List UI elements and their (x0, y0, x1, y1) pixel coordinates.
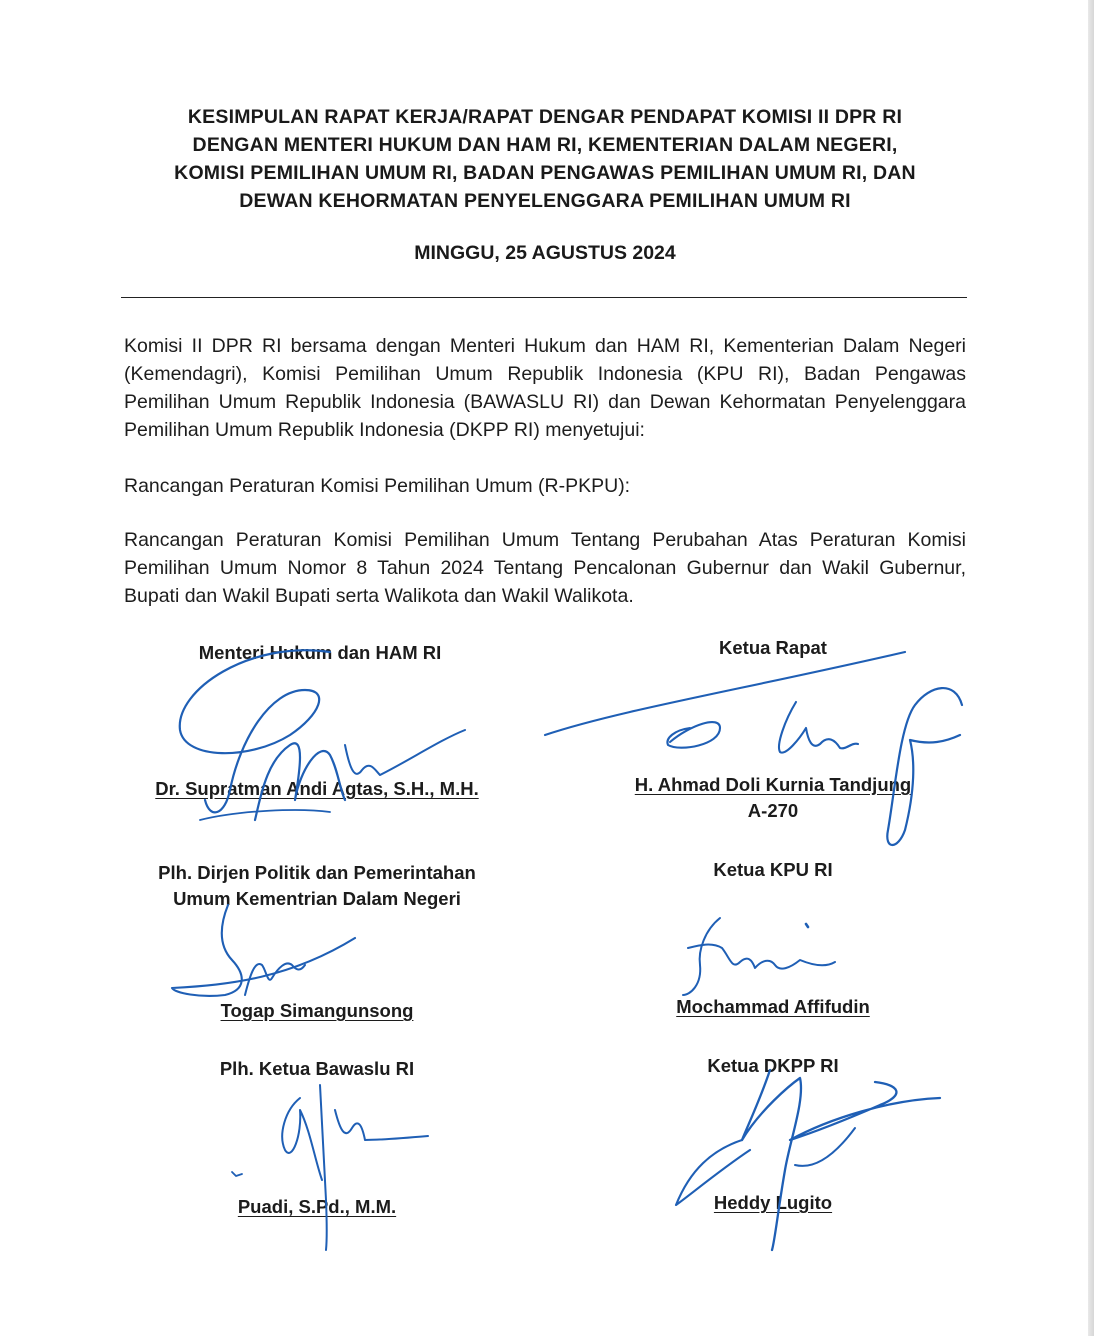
divider-line (121, 297, 967, 298)
dkpp-signature-name (600, 1192, 946, 1214)
signature-dkpp (676, 1070, 940, 1250)
signatory-name: Puadi, S.Pd., M.M. (237, 1196, 397, 1217)
ketua-rapat-signature-role (600, 635, 946, 661)
rpkpu-description: Rancangan Peraturan Komisi Pemilihan Umum Tentang Perubahan Atas Peraturan Komisi Pemilihan Umum Nomor 8 Tahun 2024 Tentang Pencalonan Gubernur dan Wakil Gubernur, Bupati dan Wakil Bupati serta Walikota dan Wakil Walikota. (124, 529, 966, 607)
signatory-role: Ketua Rapat (719, 637, 827, 658)
signatory-name: Dr. Supratman Andi Agtas, S.H., M.H. (155, 778, 479, 799)
agreement-paragraph: Komisi II DPR RI bersama dengan Menteri Hukum dan HAM RI, Kementerian Dalam Negeri (Kemendagri), Komisi Pemilihan Umum Republik Indonesia (KPU RI), Badan Pengawas Pemilihan Umum Republik Indonesia (BAWASLU RI) dan Dewan Kehormatan Penyelenggara Pemilihan Umum Republik Indonesia (DKPP RI) menyetujui: (124, 335, 966, 441)
bawaslu-signature-role (117, 1056, 517, 1082)
bawaslu-signature-name (117, 1196, 517, 1218)
signature-kpu (683, 918, 835, 995)
title-line: DEWAN KEHORMATAN PENYELENGGARA PEMILIHAN UMUM RI (239, 190, 851, 212)
signatory-role: Menteri Hukum dan HAM RI (198, 642, 442, 663)
signature-dirjen (172, 905, 355, 996)
signatory-role: Ketua KPU RI (713, 859, 833, 880)
signatory-role: Plh. Dirjen Politik dan Pemerintahan (158, 862, 476, 883)
signatory-role: Plh. Ketua Bawaslu RI (219, 1058, 415, 1079)
signatory-name: Heddy Lugito (713, 1192, 833, 1213)
ketua-rapat-signature-name (600, 774, 946, 822)
menteri-signature-role (120, 640, 520, 666)
title-line: KOMISI PEMILIHAN UMUM RI, BADAN PENGAWAS PEMILIHAN UMUM RI, DAN (174, 162, 916, 184)
meeting-date: MINGGU, 25 AGUSTUS 2024 (414, 242, 676, 264)
title-line: DENGAN MENTERI HUKUM DAN HAM RI, KEMENTERIAN DALAM NEGERI, (192, 134, 898, 156)
dkpp-signature-role (600, 1053, 946, 1079)
rpkpu-heading: Rancangan Peraturan Komisi Pemilihan Umum (R-PKPU): (124, 475, 631, 497)
signatory-name: Mochammad Affifudin (676, 996, 870, 1017)
menteri-signature-name (117, 778, 517, 800)
title-line: KESIMPULAN RAPAT KERJA/RAPAT DENGAR PENDAPAT KOMISI II DPR RI (187, 106, 903, 128)
signatory-name: Togap Simangunsong (220, 1000, 414, 1021)
document-title (100, 103, 990, 215)
member-code: A-270 (747, 800, 799, 821)
signatory-role: Umum Kementrian Dalam Negeri (173, 888, 461, 909)
kpu-signature-name (600, 996, 946, 1018)
signatory-name: H. Ahmad Doli Kurnia Tandjung (634, 774, 912, 795)
kpu-signature-role (600, 857, 946, 883)
dirjen-signature-name (117, 1000, 517, 1022)
dirjen-signature-role (117, 860, 517, 912)
signature-bawaslu (232, 1085, 428, 1250)
page-edge-shadow (1088, 0, 1094, 1336)
signatory-role: Ketua DKPP RI (707, 1055, 839, 1076)
